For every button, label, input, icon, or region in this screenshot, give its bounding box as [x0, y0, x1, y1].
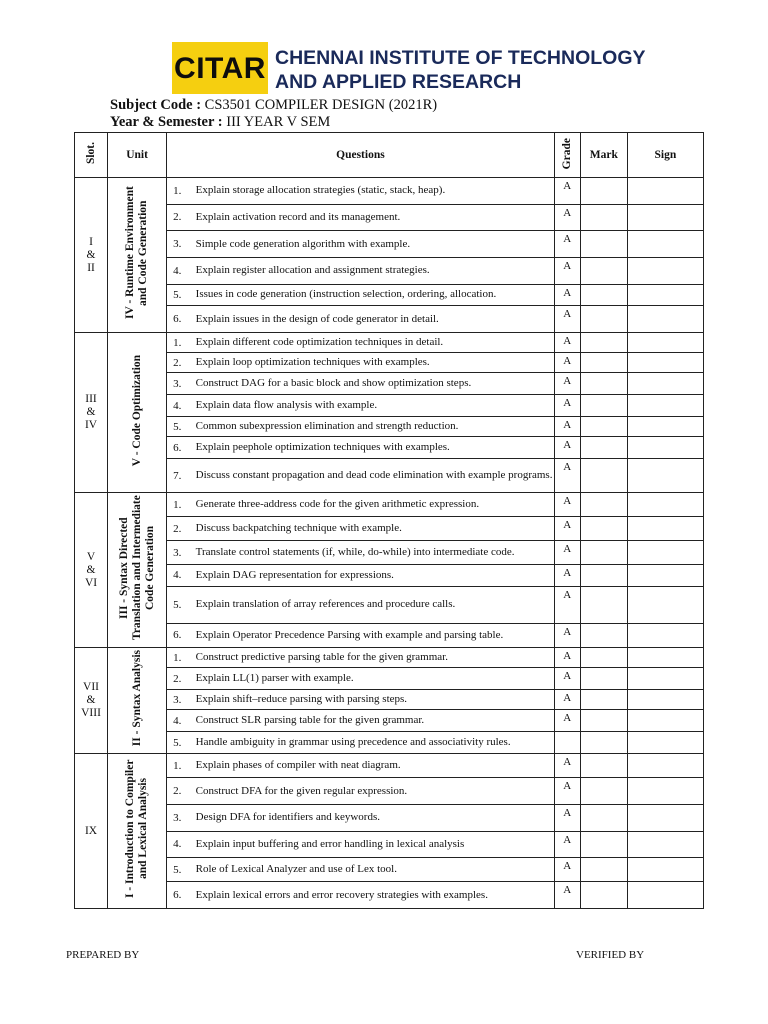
- question-number: 7.: [167, 459, 192, 493]
- prepared-by: PREPARED BY: [66, 949, 140, 961]
- sign-cell[interactable]: [627, 565, 703, 587]
- mark-cell[interactable]: [580, 754, 627, 778]
- sign-cell[interactable]: [627, 668, 703, 690]
- question-number: 5.: [167, 858, 192, 882]
- institute-line-1: CHENNAI INSTITUTE OF TECHNOLOGY: [275, 47, 646, 69]
- question-number: 1.: [167, 754, 192, 778]
- mark-cell[interactable]: [580, 778, 627, 805]
- unit-cell: [108, 648, 167, 754]
- grade-cell: A: [554, 541, 580, 565]
- grade-cell: A: [554, 437, 580, 459]
- question-number: 1.: [167, 648, 192, 668]
- grade-cell: A: [554, 353, 580, 373]
- table-row: [75, 668, 704, 690]
- slot-label: IV: [84, 419, 98, 431]
- unit-label: III - Syntax Directed Translation and Intermediate Code Generation: [117, 495, 156, 641]
- slot-label: III: [85, 393, 97, 405]
- slot-header-text: Slot.: [85, 142, 98, 165]
- table-row: [75, 373, 704, 395]
- institute-name: [275, 46, 646, 94]
- grade-cell: A: [554, 231, 580, 258]
- unit-label: IV - Runtime Environment and Code Generation: [124, 186, 150, 320]
- table-row: [75, 710, 704, 732]
- question-number: 3.: [167, 541, 192, 565]
- sign-cell[interactable]: [627, 648, 703, 668]
- question-text: Discuss backpatching technique with example.: [192, 517, 555, 541]
- sign-header: Sign: [627, 133, 703, 178]
- table-row: [75, 459, 704, 493]
- sign-cell[interactable]: [627, 586, 703, 623]
- question-text: Explain activation record and its management.: [192, 204, 555, 231]
- table-row: [75, 690, 704, 710]
- question-text: Explain LL(1) parser with example.: [192, 668, 555, 690]
- sign-cell[interactable]: [627, 437, 703, 459]
- question-text: Explain translation of array references and procedure calls.: [192, 586, 555, 623]
- grade-header-text: Grade: [561, 137, 574, 170]
- sign-cell[interactable]: [627, 353, 703, 373]
- grade-cell: A: [554, 373, 580, 395]
- question-text: Explain phases of compiler with neat diagram.: [192, 754, 555, 778]
- question-number: 3.: [167, 690, 192, 710]
- question-number: 2.: [167, 668, 192, 690]
- question-number: 6.: [167, 306, 192, 333]
- mark-cell[interactable]: [580, 623, 627, 647]
- sign-cell[interactable]: [627, 257, 703, 284]
- table-row: [75, 754, 704, 778]
- question-text: Explain peephole optimization techniques with examples.: [192, 437, 555, 459]
- subject-code: [110, 97, 437, 114]
- unit-cell: [108, 333, 167, 493]
- grade-cell: A: [554, 754, 580, 778]
- question-text: Handle ambiguity in grammar using precedence and associativity rules.: [192, 732, 555, 754]
- sign-cell[interactable]: [627, 417, 703, 437]
- slot-label: V: [86, 550, 96, 563]
- mark-cell[interactable]: [580, 257, 627, 284]
- sign-cell[interactable]: [627, 804, 703, 831]
- question-text: Simple code generation algorithm with example.: [192, 231, 555, 258]
- grade-cell: A: [554, 565, 580, 587]
- grade-cell: A: [554, 831, 580, 858]
- question-number: 6.: [167, 882, 192, 909]
- grade-header: [554, 133, 580, 178]
- sign-cell[interactable]: [627, 541, 703, 565]
- question-number: 1.: [167, 333, 192, 353]
- sign-cell[interactable]: [627, 493, 703, 517]
- question-number: 3.: [167, 373, 192, 395]
- questions-header: Questions: [167, 133, 555, 178]
- question-text: Common subexpression elimination and strength reduction.: [192, 417, 555, 437]
- slot-label: VI: [84, 576, 98, 589]
- grade-cell: A: [554, 459, 580, 493]
- mark-cell[interactable]: [580, 565, 627, 587]
- question-number: 4.: [167, 710, 192, 732]
- question-number: 3.: [167, 804, 192, 831]
- question-number: 2.: [167, 204, 192, 231]
- table-row: [75, 804, 704, 831]
- grade-cell: A: [554, 306, 580, 333]
- table-row: [75, 204, 704, 231]
- question-number: 2.: [167, 778, 192, 805]
- table-header-row: [75, 133, 704, 178]
- unit-label: II - Syntax Analysis: [130, 650, 143, 747]
- grade-cell: A: [554, 204, 580, 231]
- mark-cell[interactable]: [580, 204, 627, 231]
- question-text: Discuss constant propagation and dead code elimination with example programs.: [192, 459, 555, 493]
- slot-label: VIII: [81, 707, 101, 719]
- table-row: [75, 732, 704, 754]
- table-row: [75, 395, 704, 417]
- sign-cell[interactable]: [627, 831, 703, 858]
- mark-cell[interactable]: [580, 541, 627, 565]
- sign-cell[interactable]: [627, 690, 703, 710]
- subject-label: Subject Code :: [110, 97, 202, 113]
- grade-cell: A: [554, 710, 580, 732]
- slot-label: &: [86, 406, 96, 418]
- sign-cell[interactable]: [627, 178, 703, 205]
- slot-label: &: [86, 563, 96, 576]
- slot-label: &: [86, 248, 96, 261]
- grade-cell: A: [554, 778, 580, 805]
- question-number: 2.: [167, 353, 192, 373]
- sign-cell[interactable]: [627, 882, 703, 909]
- table-row: [75, 178, 704, 205]
- question-number: 6.: [167, 437, 192, 459]
- question-number: 4.: [167, 565, 192, 587]
- grade-cell: A: [554, 178, 580, 205]
- mark-cell[interactable]: [580, 648, 627, 668]
- sign-cell[interactable]: [627, 284, 703, 306]
- logo-text: CITAR: [174, 52, 266, 85]
- mark-cell[interactable]: [580, 417, 627, 437]
- table-row: [75, 517, 704, 541]
- table-row: [75, 257, 704, 284]
- question-text: Construct SLR parsing table for the given grammar.: [192, 710, 555, 732]
- slot-cell: [75, 178, 108, 333]
- mark-cell[interactable]: [580, 882, 627, 909]
- mark-cell[interactable]: [580, 178, 627, 205]
- question-text: Explain Operator Precedence Parsing with example and parsing table.: [192, 623, 555, 647]
- question-text: Construct predictive parsing table for the given grammar.: [192, 648, 555, 668]
- table-row: [75, 858, 704, 882]
- grade-cell: A: [554, 586, 580, 623]
- sign-cell[interactable]: [627, 459, 703, 493]
- slot-cell: [75, 754, 108, 909]
- table-row: [75, 231, 704, 258]
- institute-line-2: AND APPLIED RESEARCH: [275, 71, 522, 93]
- mark-cell[interactable]: [580, 333, 627, 353]
- question-text: Explain issues in the design of code generator in detail.: [192, 306, 555, 333]
- slot-label: I: [89, 235, 93, 248]
- slot-label: II: [87, 261, 95, 274]
- sign-cell[interactable]: [627, 623, 703, 647]
- question-text: Translate control statements (if, while, do-while) into intermediate code.: [192, 541, 555, 565]
- mark-cell[interactable]: [580, 493, 627, 517]
- question-text: Explain loop optimization techniques with examples.: [192, 353, 555, 373]
- question-text: Explain lexical errors and error recovery strategies with examples.: [192, 882, 555, 909]
- grade-cell: A: [554, 690, 580, 710]
- sign-cell[interactable]: [627, 395, 703, 417]
- mark-cell[interactable]: [580, 517, 627, 541]
- slot-label: &: [86, 694, 96, 706]
- question-text: Explain storage allocation strategies (static, stack, heap).: [192, 178, 555, 205]
- unit-header: Unit: [108, 133, 167, 178]
- table-row: [75, 586, 704, 623]
- mark-cell[interactable]: [580, 804, 627, 831]
- mark-cell[interactable]: [580, 710, 627, 732]
- question-text: Construct DFA for the given regular expression.: [192, 778, 555, 805]
- question-text: Explain data flow analysis with example.: [192, 395, 555, 417]
- grade-cell: A: [554, 858, 580, 882]
- slot-label: VII: [83, 681, 99, 693]
- grade-cell: A: [554, 395, 580, 417]
- sign-cell[interactable]: [627, 517, 703, 541]
- question-table: [74, 132, 704, 909]
- slot-cell: [75, 493, 108, 648]
- mark-cell[interactable]: [580, 284, 627, 306]
- grade-cell: A: [554, 668, 580, 690]
- table-row: [75, 648, 704, 668]
- table-row: [75, 306, 704, 333]
- mark-cell[interactable]: [580, 586, 627, 623]
- question-text: Explain shift–reduce parsing with parsing steps.: [192, 690, 555, 710]
- unit-label: I - Introduction to Compiler and Lexical Analysis: [124, 759, 150, 899]
- unit-cell: [108, 754, 167, 909]
- mark-cell[interactable]: [580, 373, 627, 395]
- question-text: Issues in code generation (instruction selection, ordering, allocation.: [192, 284, 555, 306]
- grade-cell: A: [554, 257, 580, 284]
- question-number: 5.: [167, 284, 192, 306]
- unit-cell: [108, 493, 167, 648]
- grade-cell: A: [554, 517, 580, 541]
- slot-header: [75, 133, 108, 178]
- question-text: Design DFA for identifiers and keywords.: [192, 804, 555, 831]
- grade-cell: A: [554, 623, 580, 647]
- mark-cell[interactable]: [580, 459, 627, 493]
- grade-cell: A: [554, 882, 580, 909]
- mark-cell[interactable]: [580, 353, 627, 373]
- unit-label: V - Code Optimization: [130, 354, 143, 467]
- mark-cell[interactable]: [580, 831, 627, 858]
- mark-cell[interactable]: [580, 231, 627, 258]
- question-number: 5.: [167, 586, 192, 623]
- sign-cell[interactable]: [627, 710, 703, 732]
- question-text: Explain different code optimization techniques in detail.: [192, 333, 555, 353]
- mark-cell[interactable]: [580, 306, 627, 333]
- table-row: [75, 437, 704, 459]
- table-row: [75, 882, 704, 909]
- grade-cell: A: [554, 648, 580, 668]
- mark-cell[interactable]: [580, 858, 627, 882]
- table-row: [75, 333, 704, 353]
- year-label: Year & Semester :: [110, 114, 223, 130]
- sign-cell[interactable]: [627, 858, 703, 882]
- sign-cell[interactable]: [627, 306, 703, 333]
- question-number: 3.: [167, 231, 192, 258]
- year-value: III YEAR V SEM: [226, 114, 331, 130]
- question-text: Explain DAG representation for expressions.: [192, 565, 555, 587]
- table-row: [75, 541, 704, 565]
- grade-cell: A: [554, 284, 580, 306]
- verified-by: VERIFIED BY: [576, 949, 645, 961]
- question-number: 4.: [167, 395, 192, 417]
- grade-cell: A: [554, 417, 580, 437]
- sign-cell[interactable]: [627, 754, 703, 778]
- sign-cell[interactable]: [627, 333, 703, 353]
- grade-cell: A: [554, 493, 580, 517]
- year-semester: [110, 114, 330, 131]
- table-row: [75, 493, 704, 517]
- grade-cell: A: [554, 804, 580, 831]
- question-text: Role of Lexical Analyzer and use of Lex tool.: [192, 858, 555, 882]
- question-number: 1.: [167, 493, 192, 517]
- question-text: Explain register allocation and assignment strategies.: [192, 257, 555, 284]
- table-row: [75, 284, 704, 306]
- question-text: Construct DAG for a basic block and show optimization steps.: [192, 373, 555, 395]
- grade-cell: A: [554, 333, 580, 353]
- mark-cell[interactable]: [580, 395, 627, 417]
- question-text: Generate three-address code for the given arithmetic expression.: [192, 493, 555, 517]
- sign-cell[interactable]: [627, 373, 703, 395]
- question-number: 2.: [167, 517, 192, 541]
- question-number: 6.: [167, 623, 192, 647]
- table-row: [75, 417, 704, 437]
- question-number: 5.: [167, 417, 192, 437]
- grade-cell: [554, 732, 580, 754]
- question-text: Explain input buffering and error handling in lexical analysis: [192, 831, 555, 858]
- question-number: 5.: [167, 732, 192, 754]
- mark-cell[interactable]: [580, 668, 627, 690]
- question-number: 4.: [167, 831, 192, 858]
- slot-label: IX: [84, 824, 98, 837]
- question-number: 1.: [167, 178, 192, 205]
- table-row: [75, 353, 704, 373]
- table-row: [75, 778, 704, 805]
- slot-cell: [75, 333, 108, 493]
- mark-cell[interactable]: [580, 690, 627, 710]
- table-row: [75, 565, 704, 587]
- mark-cell[interactable]: [580, 732, 627, 754]
- mark-header: Mark: [580, 133, 627, 178]
- sign-cell[interactable]: [627, 231, 703, 258]
- unit-cell: [108, 178, 167, 333]
- slot-cell: [75, 648, 108, 754]
- sign-cell[interactable]: [627, 732, 703, 754]
- mark-cell[interactable]: [580, 437, 627, 459]
- sign-cell[interactable]: [627, 778, 703, 805]
- question-number: 4.: [167, 257, 192, 284]
- citar-logo: [172, 42, 268, 94]
- table-row: [75, 831, 704, 858]
- sign-cell[interactable]: [627, 204, 703, 231]
- subject-value: CS3501 COMPILER DESIGN (2021R): [204, 97, 438, 113]
- table-row: [75, 623, 704, 647]
